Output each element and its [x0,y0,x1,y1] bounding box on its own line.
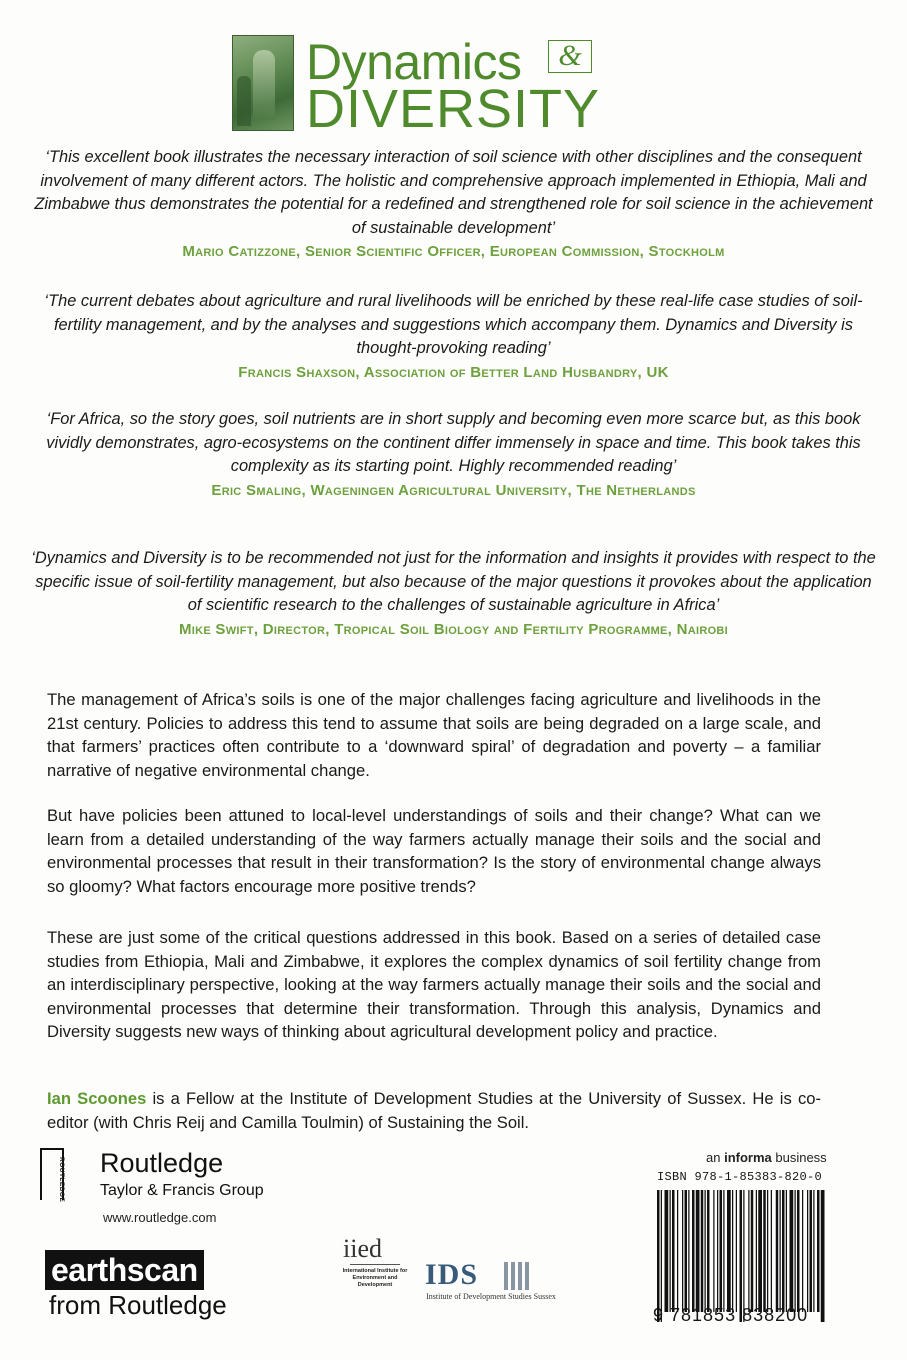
iied-logo [340,1234,410,1324]
author-bio [47,1087,821,1134]
earthscan-subtitle: from Routledge [49,1290,227,1320]
quote-text: ‘For Africa, so the story goes, soil nutrients are in short supply and becoming even more scarce but, as this book vividly demonstrates, agro-ecosystems on the continent differ immensely in space and time. This book takes this complexity as its starting point. Highly recommended reading’ [46,410,861,475]
routledge-logo [40,1142,280,1232]
quote-attribution: Mike Swift, Director, Tropical Soil Biology and Fertility Programme, Nairobi [178,620,729,638]
ids-logo [422,1258,562,1318]
cover-photo-figure-2 [237,76,251,126]
iied-wordmark: iied [343,1234,382,1263]
informa-tagline [706,1150,827,1165]
barcode-number: 9 781853 838200 [653,1305,809,1325]
ids-wordmark: IDS [425,1258,479,1291]
informa-prefix: an [706,1150,725,1165]
review-quote-2 [30,290,877,384]
publisher-url: www.routledge.com [103,1210,217,1225]
title-ampersand: & [548,40,592,73]
quote-text: ‘The current debates about agriculture and rural livelihoods will be enriched by these real-life case studies of soil-fertility management, and by the analyses and suggestions which accompany them. Dynamics and Diversity is thought-provoking reading’ [44,292,863,357]
description-paragraph-2: But have policies been attuned to local-level understandings of soils and their change? What can we learn from a detailed understanding of the way farmers actually manage their soils and the social and environmental processes that result in their transformation? Is the story of environmental change always so gloomy? What factors encourage more positive trends? [47,806,821,896]
routledge-mark-text: ROUTLEDGE [58,1157,65,1203]
title-line-2: DIVERSITY [306,79,601,139]
quote-text: ‘Dynamics and Diversity is to be recommended not just for the information and insights it provides with respect to the specific issue of soil-fertility management, but also because of the major questions it provokes about the application of scientific research to the challenges of sustainable agriculture in Africa’ [31,549,876,614]
earthscan-wordmark: earthscan [45,1250,204,1290]
review-quote-1 [30,146,877,263]
routledge-mark-icon [40,1148,65,1203]
ids-mark-icon [504,1262,532,1290]
author-name: Ian Scoones [47,1089,147,1108]
description-paragraph-1: The management of Africa’s soils is one of the major challenges facing agriculture and livelihoods in the 21st century. Policies to address this tend to assume that soils are being degraded on a large scale, and that farmers’ practices often contribute to a ‘downward spiral’ of degradation and poverty – a familiar narrative of negative environmental change. [47,690,821,780]
isbn-barcode-block [653,1170,828,1360]
informa-suffix: business [771,1150,827,1165]
isbn-text: ISBN 978-1-85383-820-0 [657,1170,823,1184]
review-quote-3 [30,408,877,502]
quote-attribution: Eric Smaling, Wageningen Agricultural University, The Netherlands [211,481,696,499]
cover-photo [232,35,294,131]
author-bio-text: is a Fellow at the Institute of Development Studies at the University of Sussex. He is co-editor (with Chris Reij and Camilla Toulmin) of Sustaining the Soil. [47,1089,821,1132]
publisher-group: Taylor & Francis Group [100,1182,264,1199]
quote-text: ‘This excellent book illustrates the necessary interaction of soil science with other disciplines and the consequent involvement of many different actors. The holistic and comprehensive approach implemented in Ethiopia, Mali and Zimbabwe thus demonstrates the potential for a redefined and strengthened role for soil science in the achievement of sustainable development’ [34,148,873,237]
iied-fullname: International Institute for Environment and Development [342,1268,408,1288]
iied-divider [350,1264,400,1265]
review-quote-4 [30,547,877,641]
publisher-name: Routledge [100,1148,224,1178]
quote-attribution: Francis Shaxson, Association of Better Land Husbandry, UK [238,363,669,381]
quote-attribution: Mario Catizzone, Senior Scientific Officer, European Commission, Stockholm [182,243,725,260]
book-header [232,33,612,139]
informa-brand: informa [724,1150,772,1165]
ids-fullname: Institute of Development Studies Sussex [426,1292,556,1301]
description-paragraph-3: These are just some of the critical questions addressed in this book. Based on a series of detailed case studies from Ethiopia, Mali and Zimbabwe, it explores the complex dynamics of soil fertility change from an interdisciplinary perspective, looking at the way farmers actually manage their soils and the social and environmental processes that determine their transformation. Through this analysis, Dynamics and Diversity suggests new ways of thinking about agricultural development policy and practice. [47,928,821,1042]
cover-photo-figure [253,50,275,120]
earthscan-logo [45,1250,265,1330]
title-line-1: Dynamics [306,34,522,90]
barcode-icon [657,1190,825,1322]
